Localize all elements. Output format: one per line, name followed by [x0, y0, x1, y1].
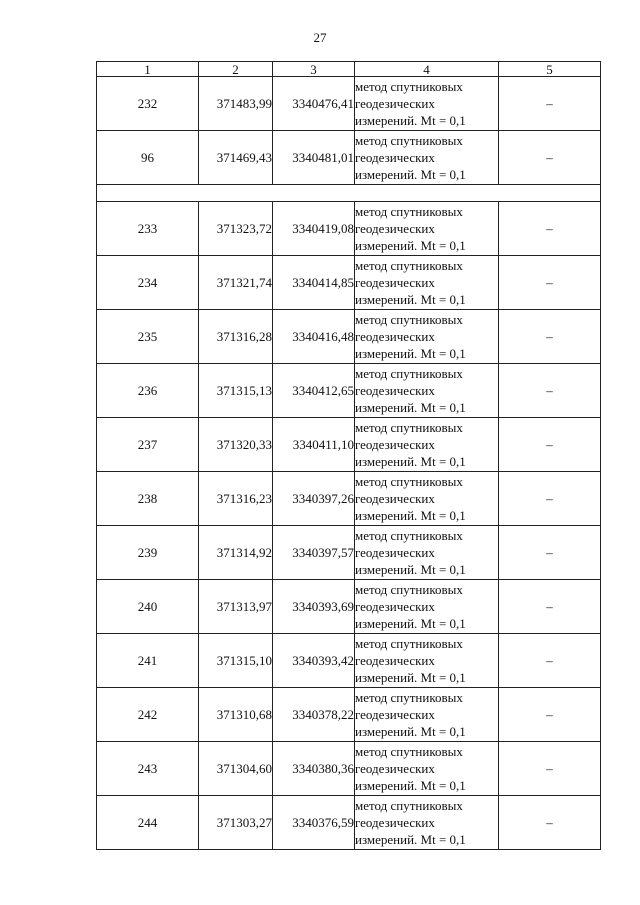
table-body [97, 77, 601, 850]
method-cell: метод спутниковых геодезических измерений. Mt = 0,1 [355, 688, 499, 742]
point-number-cell: 244 [97, 796, 199, 850]
section-separator-row [97, 185, 601, 202]
column-header: 1 [97, 62, 199, 77]
x-coordinate-cell: 371316,23 [199, 472, 273, 526]
y-coordinate-cell: 3340419,08 [273, 202, 355, 256]
column-header: 3 [273, 62, 355, 77]
column-header: 2 [199, 62, 273, 77]
y-coordinate-cell: 3340380,36 [273, 742, 355, 796]
method-cell: метод спутниковых геодезических измерений. Mt = 0,1 [355, 418, 499, 472]
table-row [97, 256, 601, 310]
method-cell: метод спутниковых геодезических измерений. Mt = 0,1 [355, 202, 499, 256]
note-cell: – [499, 472, 601, 526]
note-cell: – [499, 77, 601, 131]
point-number-cell: 238 [97, 472, 199, 526]
coordinates-table [96, 61, 601, 850]
note-cell: – [499, 131, 601, 185]
table-row [97, 742, 601, 796]
x-coordinate-cell: 371314,92 [199, 526, 273, 580]
method-cell: метод спутниковых геодезических измерений. Mt = 0,1 [355, 742, 499, 796]
x-coordinate-cell: 371310,68 [199, 688, 273, 742]
point-number-cell: 237 [97, 418, 199, 472]
table-row [97, 131, 601, 185]
method-cell: метод спутниковых геодезических измерений. Mt = 0,1 [355, 472, 499, 526]
y-coordinate-cell: 3340414,85 [273, 256, 355, 310]
point-number-cell: 236 [97, 364, 199, 418]
note-cell: – [499, 526, 601, 580]
note-cell: – [499, 418, 601, 472]
y-coordinate-cell: 3340412,65 [273, 364, 355, 418]
point-number-cell: 240 [97, 580, 199, 634]
table-row [97, 472, 601, 526]
note-cell: – [499, 310, 601, 364]
point-number-cell: 234 [97, 256, 199, 310]
separator-cell [97, 185, 601, 202]
method-cell: метод спутниковых геодезических измерений. Mt = 0,1 [355, 796, 499, 850]
y-coordinate-cell: 3340481,01 [273, 131, 355, 185]
point-number-cell: 96 [97, 131, 199, 185]
y-coordinate-cell: 3340416,48 [273, 310, 355, 364]
x-coordinate-cell: 371321,74 [199, 256, 273, 310]
page-number: 27 [313, 30, 327, 45]
point-number-cell: 235 [97, 310, 199, 364]
table-row [97, 796, 601, 850]
point-number-cell: 242 [97, 688, 199, 742]
table-row [97, 688, 601, 742]
method-cell: метод спутниковых геодезических измерений. Mt = 0,1 [355, 256, 499, 310]
note-cell: – [499, 202, 601, 256]
y-coordinate-cell: 3340393,42 [273, 634, 355, 688]
y-coordinate-cell: 3340376,59 [273, 796, 355, 850]
table-row [97, 418, 601, 472]
table-header-row [97, 62, 601, 77]
point-number-cell: 233 [97, 202, 199, 256]
x-coordinate-cell: 371304,60 [199, 742, 273, 796]
y-coordinate-cell: 3340378,22 [273, 688, 355, 742]
y-coordinate-cell: 3340411,10 [273, 418, 355, 472]
x-coordinate-cell: 371483,99 [199, 77, 273, 131]
note-cell: – [499, 256, 601, 310]
y-coordinate-cell: 3340397,26 [273, 472, 355, 526]
point-number-cell: 239 [97, 526, 199, 580]
table-row [97, 77, 601, 131]
column-header: 5 [499, 62, 601, 77]
x-coordinate-cell: 371313,97 [199, 580, 273, 634]
method-cell: метод спутниковых геодезических измерений. Mt = 0,1 [355, 364, 499, 418]
point-number-cell: 243 [97, 742, 199, 796]
note-cell: – [499, 796, 601, 850]
point-number-cell: 232 [97, 77, 199, 131]
method-cell: метод спутниковых геодезических измерений. Mt = 0,1 [355, 310, 499, 364]
x-coordinate-cell: 371323,72 [199, 202, 273, 256]
x-coordinate-cell: 371315,13 [199, 364, 273, 418]
column-header: 4 [355, 62, 499, 77]
table-row [97, 202, 601, 256]
x-coordinate-cell: 371303,27 [199, 796, 273, 850]
method-cell: метод спутниковых геодезических измерений. Mt = 0,1 [355, 634, 499, 688]
note-cell: – [499, 688, 601, 742]
method-cell: метод спутниковых геодезических измерений. Mt = 0,1 [355, 131, 499, 185]
note-cell: – [499, 364, 601, 418]
table-row [97, 526, 601, 580]
table-row [97, 634, 601, 688]
table-row [97, 310, 601, 364]
note-cell: – [499, 634, 601, 688]
x-coordinate-cell: 371315,10 [199, 634, 273, 688]
x-coordinate-cell: 371469,43 [199, 131, 273, 185]
method-cell: метод спутниковых геодезических измерений. Mt = 0,1 [355, 580, 499, 634]
x-coordinate-cell: 371316,28 [199, 310, 273, 364]
note-cell: – [499, 742, 601, 796]
y-coordinate-cell: 3340476,41 [273, 77, 355, 131]
table-row [97, 580, 601, 634]
y-coordinate-cell: 3340397,57 [273, 526, 355, 580]
y-coordinate-cell: 3340393,69 [273, 580, 355, 634]
x-coordinate-cell: 371320,33 [199, 418, 273, 472]
method-cell: метод спутниковых геодезических измерений. Mt = 0,1 [355, 526, 499, 580]
point-number-cell: 241 [97, 634, 199, 688]
table-row [97, 364, 601, 418]
note-cell: – [499, 580, 601, 634]
method-cell: метод спутниковых геодезических измерений. Mt = 0,1 [355, 77, 499, 131]
